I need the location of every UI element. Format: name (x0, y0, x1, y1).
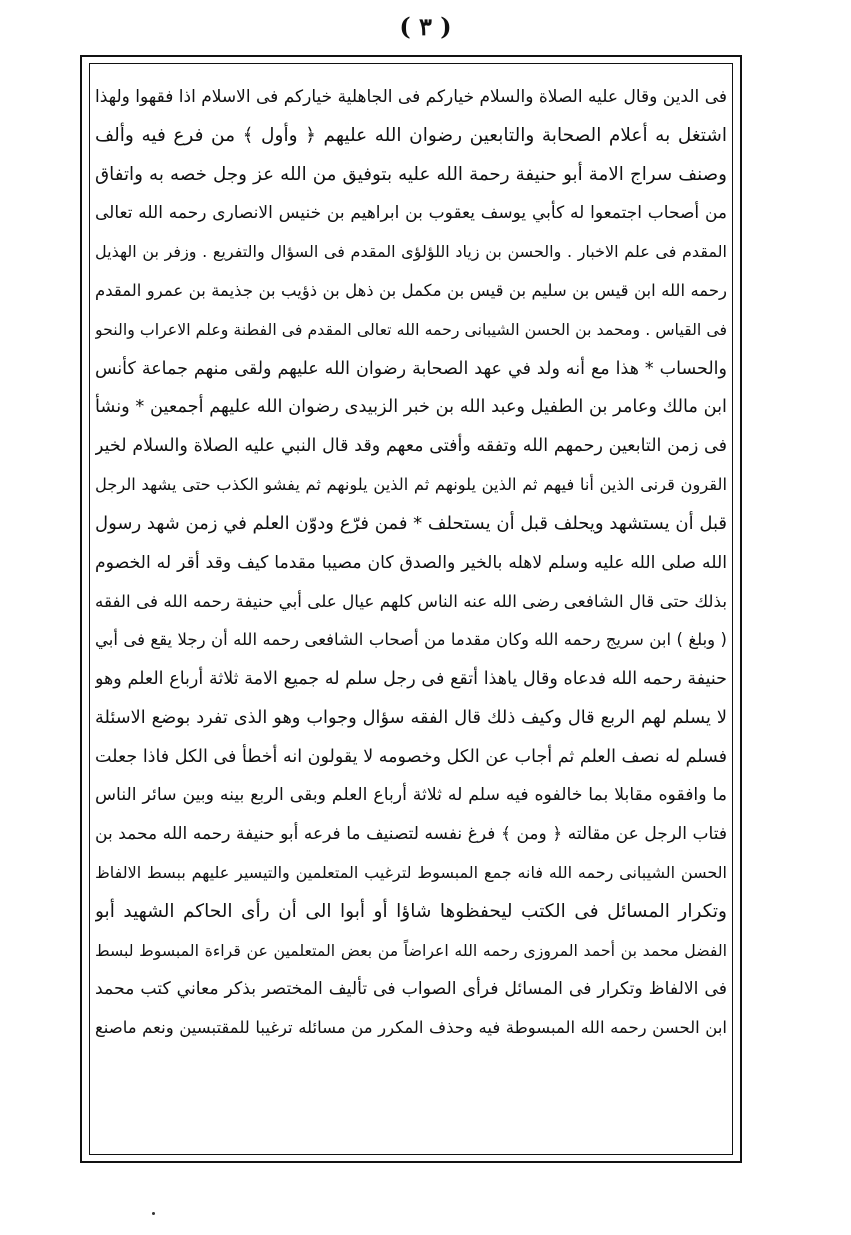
text-line: فى زمن التابعين رحمهم الله وتفقه وأفتى معهم وقد قال النبي عليه الصلاة والسلام لخير (95, 436, 727, 457)
text-line: القرون قرنى الذين أنا فيهم ثم الذين يلونهم ثم الذين يلونهم ثم يفشو الكذب حتى يشهد الرجل (95, 474, 727, 494)
text-line: وتكرار المسائل فى الكتب ليحفظوها شاؤا أو أبوا الى أن رأى الحاكم الشهيد أبو (95, 900, 727, 922)
text-line: الله صلى الله عليه وسلم لاهله بالخير والصدق كان مصيبا مقدما كيف وقد أقر له الخصوم (95, 552, 727, 573)
text-line: فتاب الرجل عن مقالته ﴿ ومن ﴾ فرغ نفسه لتصنيف ما فرعه أبو حنيفة رحمه الله محمد بن (95, 824, 727, 845)
text-line: ما وافقوه مقابلا بما خالفوه فيه سلم له ثلاثة أرباع العلم وبقى الربع بينه وبين سائر الناس (95, 785, 727, 806)
text-line: المقدم فى علم الاخبار . والحسن بن زياد اللؤلؤى المقدم فى السؤال والتفريع . وزفر بن الهذيل (95, 242, 727, 262)
text-line: فى الالفاظ وتكرار فى المسائل فرأى الصواب فى تأليف المختصر بذكر معاني كتب محمد (95, 979, 727, 1000)
text-line: ابن الحسن رحمه الله المبسوطة فيه وحذف المكرر من مسائله ترغيبا للمقتبسين ونعم ماصنع (95, 1018, 727, 1038)
text-line: ( وبلغ ) ابن سريج رحمه الله وكان مقدما من أصحاب الشافعى رحمه الله أن رجلا يقع فى أبي (95, 630, 727, 650)
text-line: رحمه الله ابن قيس بن سليم بن قيس بن مكمل بن ذهل بن ذؤيب بن جذيمة بن عمرو المقدم (95, 280, 727, 300)
text-line: ابن مالك وعامر بن الطفيل وعبد الله بن خبر الزبيدى رضوان الله عليهم أجمعين * ونشأ (95, 397, 727, 418)
text-line: والحساب * هذا مع أنه ولد في عهد الصحابة رضوان الله عليهم ولقى منهم جماعة كأنس (95, 358, 727, 379)
text-line: فسلم له نصف العلم ثم أجاب عن الكل وخصومه لا يقولون انه أخطأ فى الكل فاذا جعلت (95, 746, 727, 767)
body-text (95, 78, 727, 1146)
text-line: فى القياس . ومحمد بن الحسن الشيبانى رحمه الله تعالى المقدم فى الفطنة وعلم الاعراب والنحو (95, 319, 727, 339)
text-line: حنيفة رحمه الله فدعاه وقال ياهذا أتقع فى رجل سلم له جميع الامة ثلاثة أرباع العلم وهو (95, 668, 727, 689)
text-line: بذلك حتى قال الشافعى رضى الله عنه الناس كلهم عيال على أبي حنيفة رحمه الله فى الفقه (95, 591, 727, 612)
text-line: الحسن الشيبانى رحمه الله فانه جمع المبسوط لترغيب المتعلمين والتيسير عليهم ببسط الالفاظ (95, 862, 727, 882)
text-line: من أصحاب اجتمعوا له كأبي يوسف يعقوب بن ابراهيم بن خنيس الانصارى رحمه الله تعالى (95, 203, 727, 224)
text-line: فى الدين وقال عليه الصلاة والسلام خياركم فى الجاهلية خياركم فى الاسلام اذا فقهوا ولهذا (95, 87, 727, 107)
text-line: قبل أن يستشهد ويحلف قبل أن يستحلف * فمن فرّع ودوّن العلم في زمن شهد رسول (95, 512, 727, 534)
text-line: لا يسلم لهم الربع قال وكيف ذلك قال الفقه سؤال وجواب وهو الذى تفرد بوضع الاسئلة (95, 707, 727, 728)
text-line: وصنف سراج الامة أبو حنيفة رحمة الله عليه بتوفيق من الله عز وجل خصه به واتفاق (95, 163, 727, 185)
print-speck (152, 1212, 155, 1215)
text-line: اشتغل به أعلام الصحابة والتابعين رضوان الله عليهم ﴿ وأول ﴾ من فرع فيه وألف (95, 124, 727, 146)
page-number: ( ٣ ) (399, 12, 452, 41)
text-line: الفضل محمد بن أحمد المروزى رحمه الله اعراضاً من بعض المتعلمين عن قراءة المبسوط لبسط (95, 940, 727, 960)
